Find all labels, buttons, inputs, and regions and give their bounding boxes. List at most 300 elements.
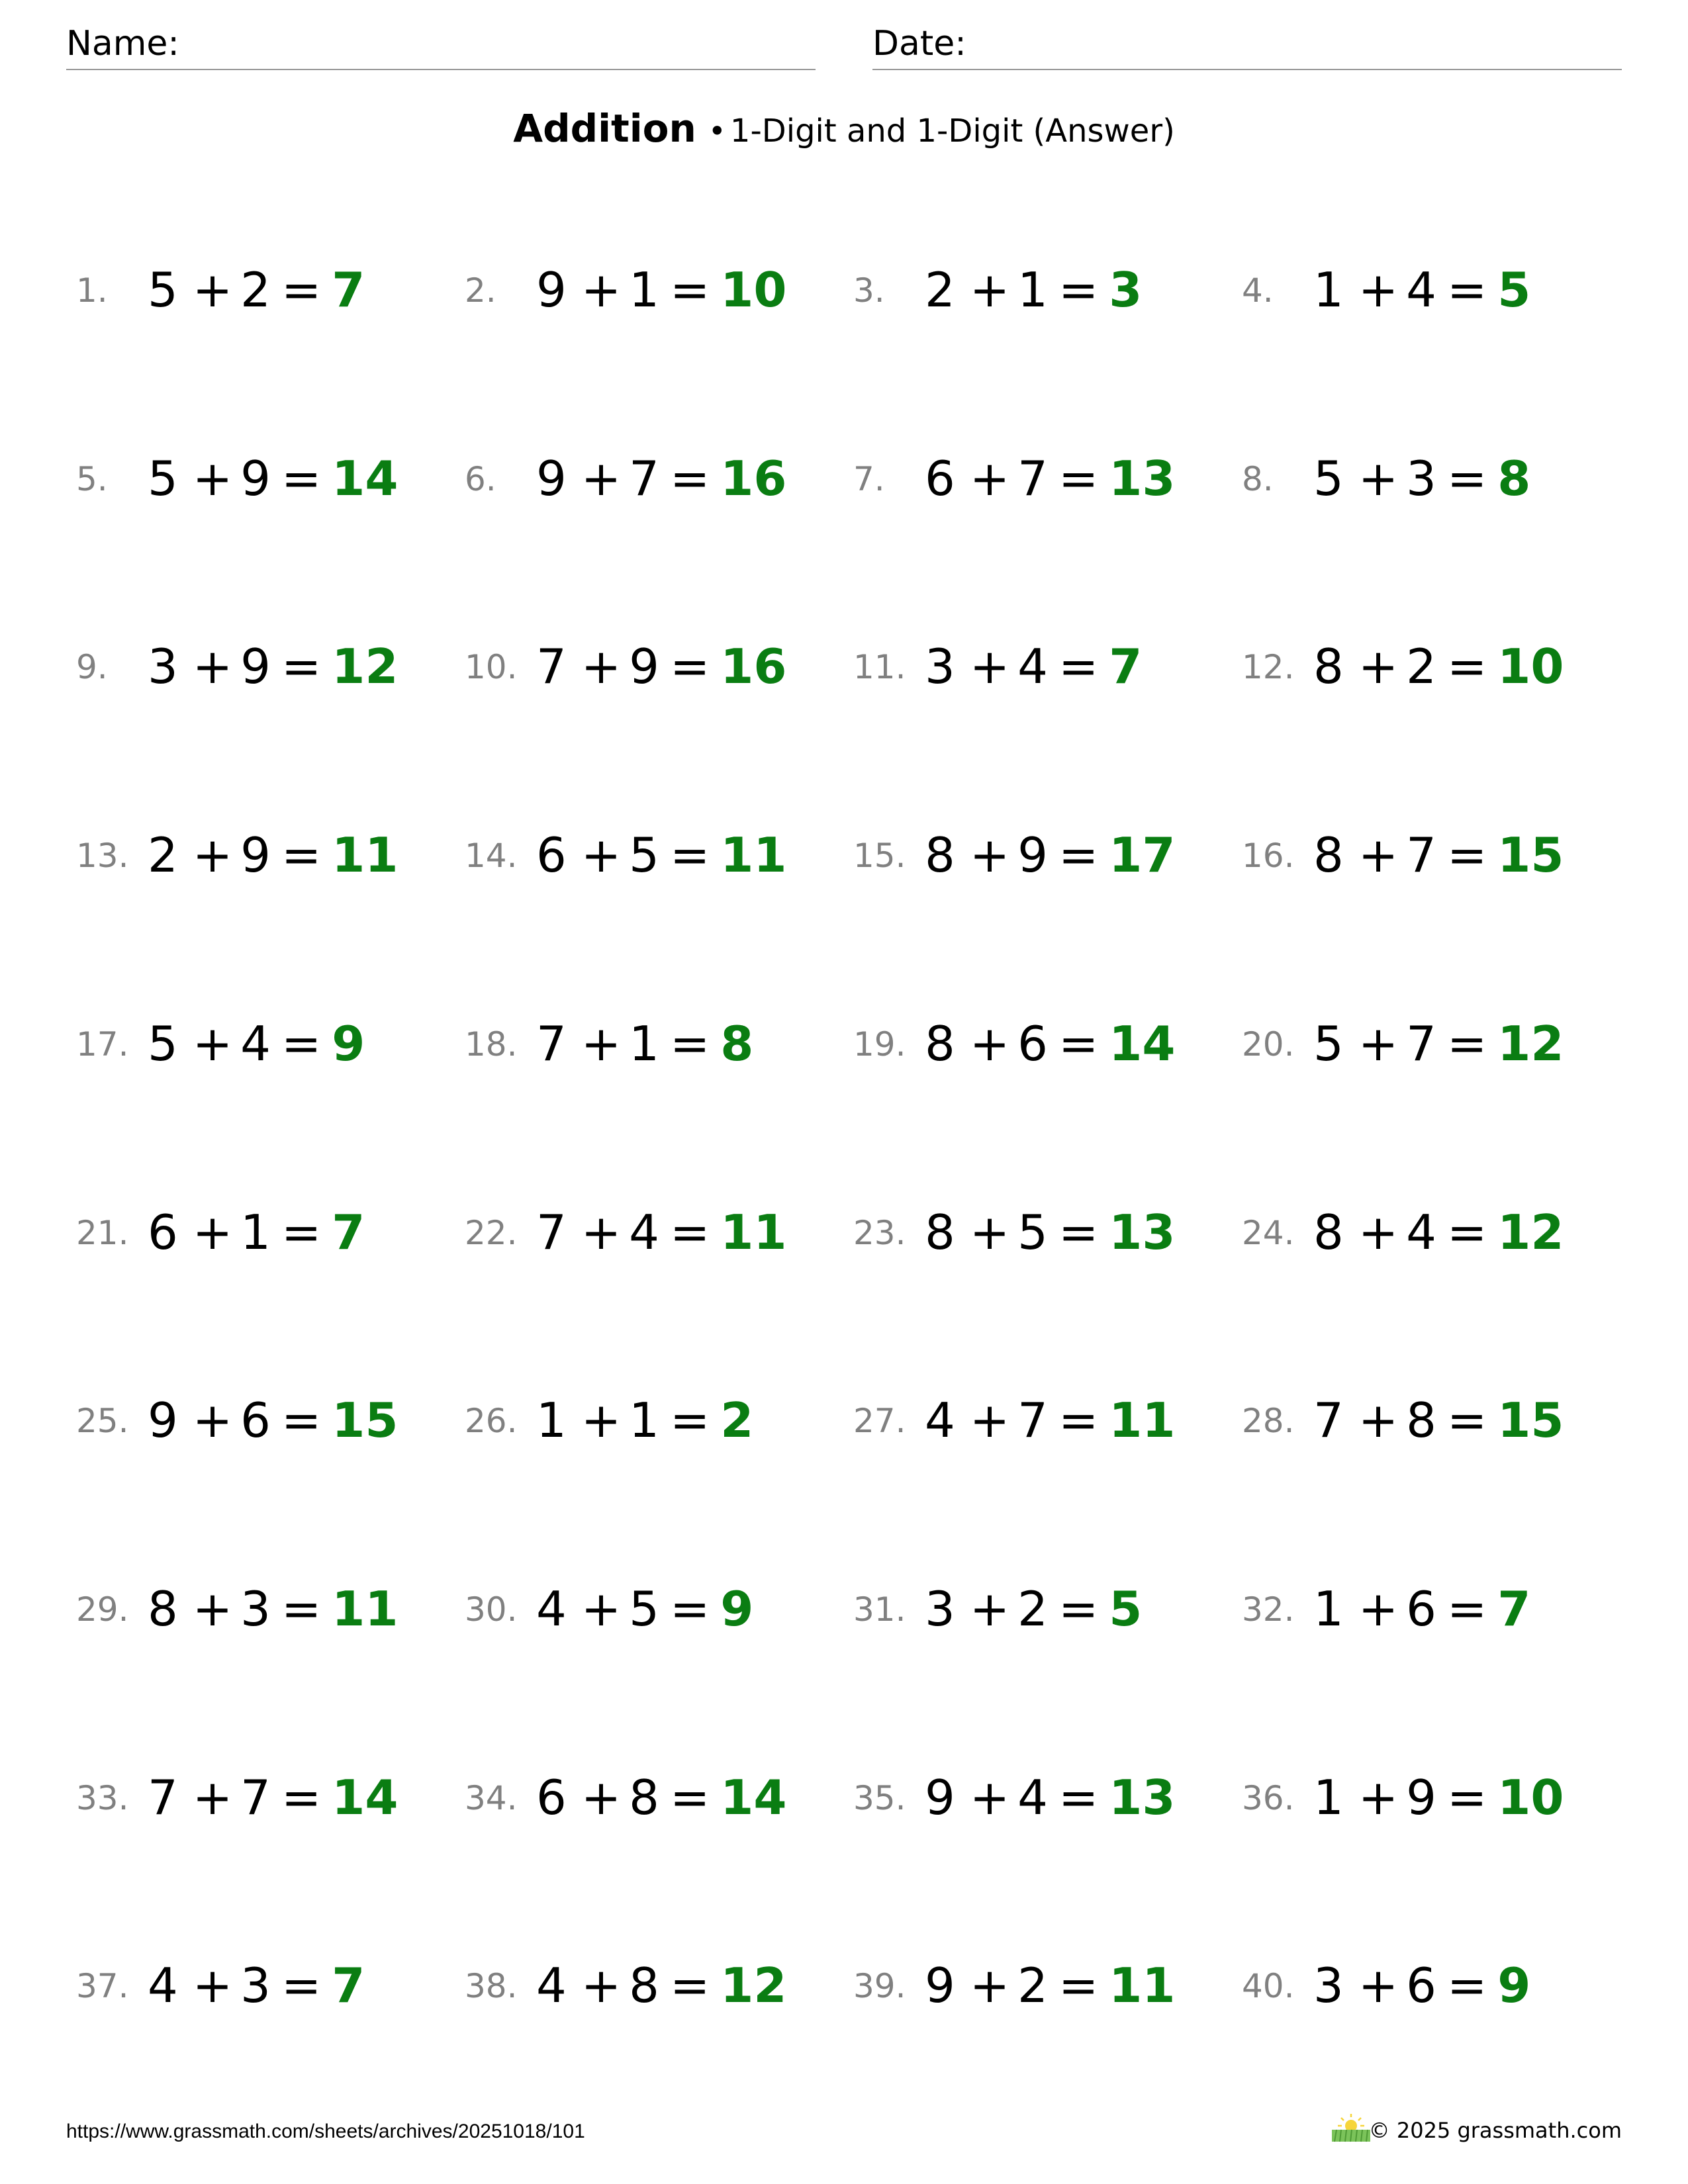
equals-sign: = bbox=[1058, 1580, 1099, 1637]
problem-item bbox=[465, 987, 849, 1086]
problem-equation bbox=[1313, 1581, 1530, 1637]
problem-item bbox=[465, 1363, 849, 1463]
plus-sign: + bbox=[1358, 827, 1399, 884]
equals-sign: = bbox=[1446, 639, 1487, 695]
equals-sign: = bbox=[1058, 1958, 1099, 2014]
addend-a: 4 bbox=[536, 1580, 567, 1637]
addend-a: 1 bbox=[536, 1392, 567, 1449]
problem-item bbox=[465, 1552, 849, 1651]
equals-sign: = bbox=[1058, 827, 1099, 884]
plus-sign: + bbox=[581, 827, 622, 884]
plus-sign: + bbox=[969, 1392, 1010, 1449]
equals-sign: = bbox=[1058, 262, 1099, 318]
plus-sign: + bbox=[1358, 639, 1399, 695]
problem-equation bbox=[536, 1770, 786, 1825]
plus-sign: + bbox=[969, 1204, 1010, 1260]
addend-a: 7 bbox=[1313, 1392, 1344, 1449]
problem-number: 30. bbox=[465, 1590, 518, 1629]
addend-b: 1 bbox=[629, 1392, 659, 1449]
problem-item bbox=[76, 1741, 460, 1840]
answer: 11 bbox=[1109, 1958, 1176, 2014]
equals-sign: = bbox=[1058, 450, 1099, 506]
answer: 16 bbox=[720, 639, 787, 695]
addend-a: 9 bbox=[925, 1769, 955, 1825]
answer: 13 bbox=[1109, 1769, 1176, 1825]
equals-sign: = bbox=[1446, 1015, 1487, 1071]
problem-item bbox=[465, 798, 849, 897]
problem-number: 2. bbox=[465, 271, 496, 310]
addend-b: 9 bbox=[240, 639, 271, 695]
equals-sign: = bbox=[669, 262, 710, 318]
problem-number: 16. bbox=[1242, 837, 1295, 876]
equals-sign: = bbox=[1058, 1015, 1099, 1071]
plus-sign: + bbox=[1358, 1769, 1399, 1825]
problem-item bbox=[76, 987, 460, 1086]
addend-b: 9 bbox=[240, 827, 271, 884]
addend-b: 1 bbox=[629, 1015, 659, 1071]
problem-item bbox=[853, 1929, 1237, 2028]
problem-item bbox=[76, 1552, 460, 1651]
addend-b: 7 bbox=[240, 1769, 271, 1825]
problem-item bbox=[853, 1552, 1237, 1651]
problem-item bbox=[76, 1363, 460, 1463]
problem-equation bbox=[148, 1770, 398, 1825]
addend-a: 1 bbox=[1313, 1769, 1344, 1825]
plus-sign: + bbox=[192, 1392, 233, 1449]
problem-equation bbox=[925, 639, 1142, 694]
problem-number: 36. bbox=[1242, 1778, 1295, 1817]
addend-a: 7 bbox=[536, 1204, 567, 1260]
problem-equation bbox=[148, 451, 398, 506]
addend-a: 8 bbox=[148, 1580, 178, 1637]
answer: 7 bbox=[332, 1958, 365, 2014]
answer: 9 bbox=[720, 1580, 754, 1637]
equals-sign: = bbox=[281, 639, 322, 695]
addend-a: 9 bbox=[148, 1392, 178, 1449]
answer: 12 bbox=[332, 639, 399, 695]
problem-row bbox=[76, 1552, 1612, 1651]
addend-b: 7 bbox=[629, 450, 659, 506]
problem-equation bbox=[1313, 639, 1564, 694]
answer: 10 bbox=[720, 262, 787, 318]
problem-number: 17. bbox=[76, 1024, 129, 1064]
problem-item bbox=[76, 610, 460, 709]
addend-b: 6 bbox=[240, 1392, 271, 1449]
problem-row bbox=[76, 233, 1612, 332]
addend-a: 8 bbox=[1313, 827, 1344, 884]
addend-b: 9 bbox=[629, 639, 659, 695]
addend-b: 4 bbox=[629, 1204, 659, 1260]
addend-b: 4 bbox=[1017, 1769, 1048, 1825]
plus-sign: + bbox=[192, 1769, 233, 1825]
answer: 14 bbox=[720, 1769, 787, 1825]
equals-sign: = bbox=[281, 1958, 322, 2014]
addend-b: 2 bbox=[240, 262, 271, 318]
problem-equation bbox=[536, 1392, 753, 1448]
addend-a: 5 bbox=[148, 262, 178, 318]
problem-equation bbox=[536, 1016, 753, 1071]
plus-sign: + bbox=[1358, 1580, 1399, 1637]
plus-sign: + bbox=[969, 1015, 1010, 1071]
problem-number: 34. bbox=[465, 1778, 518, 1817]
problem-equation bbox=[925, 827, 1175, 883]
addend-a: 4 bbox=[148, 1958, 178, 2014]
addend-b: 2 bbox=[1017, 1958, 1048, 2014]
plus-sign: + bbox=[192, 639, 233, 695]
answer: 8 bbox=[720, 1015, 754, 1071]
equals-sign: = bbox=[281, 1769, 322, 1825]
equals-sign: = bbox=[669, 827, 710, 884]
addend-a: 8 bbox=[1313, 639, 1344, 695]
answer: 2 bbox=[720, 1392, 754, 1449]
problem-item bbox=[1242, 987, 1626, 1086]
problem-equation bbox=[1313, 1016, 1564, 1071]
answer: 11 bbox=[332, 827, 399, 884]
problem-row bbox=[76, 1929, 1612, 2028]
plus-sign: + bbox=[969, 639, 1010, 695]
addend-a: 5 bbox=[1313, 450, 1344, 506]
date-field[interactable] bbox=[872, 20, 1622, 70]
addend-b: 3 bbox=[1406, 450, 1436, 506]
addend-b: 6 bbox=[1017, 1015, 1048, 1071]
answer: 12 bbox=[1497, 1204, 1564, 1260]
equals-sign: = bbox=[1446, 262, 1487, 318]
addend-a: 8 bbox=[925, 827, 955, 884]
answer: 17 bbox=[1109, 827, 1176, 884]
problem-row bbox=[76, 798, 1612, 897]
addend-b: 2 bbox=[1017, 1580, 1048, 1637]
title-subtitle: 1-Digit and 1-Digit (Answer) bbox=[729, 113, 1175, 150]
problem-equation bbox=[536, 451, 786, 506]
addend-a: 6 bbox=[925, 450, 955, 506]
problem-number: 8. bbox=[1242, 459, 1274, 498]
addend-a: 9 bbox=[536, 450, 567, 506]
problem-number: 20. bbox=[1242, 1024, 1295, 1064]
addend-b: 4 bbox=[1017, 639, 1048, 695]
equals-sign: = bbox=[1446, 1769, 1487, 1825]
problem-number: 18. bbox=[465, 1024, 518, 1064]
addend-a: 3 bbox=[925, 639, 955, 695]
plus-sign: + bbox=[192, 1580, 233, 1637]
problem-number: 33. bbox=[76, 1778, 129, 1817]
problem-equation bbox=[148, 639, 398, 694]
addend-b: 1 bbox=[1017, 262, 1048, 318]
answer: 9 bbox=[1497, 1958, 1531, 2014]
problem-equation bbox=[925, 1770, 1175, 1825]
problem-equation bbox=[148, 1392, 398, 1448]
problem-equation bbox=[536, 1581, 753, 1637]
problem-number: 31. bbox=[853, 1590, 906, 1629]
problem-equation bbox=[925, 1581, 1142, 1637]
addend-b: 6 bbox=[1406, 1958, 1436, 2014]
problem-item bbox=[853, 1363, 1237, 1463]
problem-item bbox=[1242, 1741, 1626, 1840]
problem-row bbox=[76, 1363, 1612, 1463]
answer: 13 bbox=[1109, 1204, 1176, 1260]
plus-sign: + bbox=[581, 1769, 622, 1825]
addend-a: 2 bbox=[148, 827, 178, 884]
worksheet-title bbox=[0, 106, 1688, 151]
addend-a: 7 bbox=[148, 1769, 178, 1825]
problem-number: 7. bbox=[853, 459, 885, 498]
equals-sign: = bbox=[669, 1769, 710, 1825]
answer: 7 bbox=[332, 262, 365, 318]
problem-number: 21. bbox=[76, 1213, 129, 1252]
addend-b: 5 bbox=[1017, 1204, 1048, 1260]
answer: 14 bbox=[332, 450, 399, 506]
equals-sign: = bbox=[1058, 1204, 1099, 1260]
addend-a: 6 bbox=[148, 1204, 178, 1260]
plus-sign: + bbox=[969, 1580, 1010, 1637]
problem-row bbox=[76, 987, 1612, 1086]
problem-equation bbox=[925, 1016, 1175, 1071]
problem-item bbox=[465, 1929, 849, 2028]
addend-a: 4 bbox=[925, 1392, 955, 1449]
answer: 11 bbox=[1109, 1392, 1176, 1449]
problem-item bbox=[1242, 798, 1626, 897]
problem-equation bbox=[925, 262, 1142, 318]
plus-sign: + bbox=[581, 450, 622, 506]
addend-b: 7 bbox=[1017, 450, 1048, 506]
addend-b: 3 bbox=[240, 1580, 271, 1637]
problem-number: 19. bbox=[853, 1024, 906, 1064]
addend-a: 6 bbox=[536, 827, 567, 884]
problem-number: 32. bbox=[1242, 1590, 1295, 1629]
equals-sign: = bbox=[281, 1015, 322, 1071]
problem-equation bbox=[148, 262, 365, 318]
addend-a: 8 bbox=[925, 1015, 955, 1071]
addend-b: 8 bbox=[629, 1958, 659, 2014]
problem-number: 6. bbox=[465, 459, 496, 498]
addend-a: 5 bbox=[1313, 1015, 1344, 1071]
date-label: Date: bbox=[872, 24, 966, 64]
problem-item bbox=[465, 233, 849, 332]
addend-b: 8 bbox=[629, 1769, 659, 1825]
addend-b: 3 bbox=[240, 1958, 271, 2014]
problem-item bbox=[465, 422, 849, 521]
equals-sign: = bbox=[1058, 639, 1099, 695]
addend-b: 1 bbox=[629, 262, 659, 318]
addend-a: 7 bbox=[536, 1015, 567, 1071]
problem-item bbox=[76, 1175, 460, 1275]
problem-number: 37. bbox=[76, 1967, 129, 2006]
equals-sign: = bbox=[1446, 1580, 1487, 1637]
answer: 7 bbox=[332, 1204, 365, 1260]
problem-number: 1. bbox=[76, 271, 108, 310]
problem-equation bbox=[536, 1205, 786, 1260]
plus-sign: + bbox=[1358, 1392, 1399, 1449]
problem-item bbox=[853, 798, 1237, 897]
equals-sign: = bbox=[1058, 1769, 1099, 1825]
problem-number: 12. bbox=[1242, 648, 1295, 687]
problem-equation bbox=[1313, 1958, 1530, 2013]
problem-item bbox=[1242, 422, 1626, 521]
problem-equation bbox=[925, 1392, 1175, 1448]
problem-item bbox=[465, 1741, 849, 1840]
problem-row bbox=[76, 1741, 1612, 1840]
plus-sign: + bbox=[969, 450, 1010, 506]
problem-row bbox=[76, 610, 1612, 709]
problem-item bbox=[853, 610, 1237, 709]
answer: 8 bbox=[1497, 450, 1531, 506]
addend-b: 4 bbox=[240, 1015, 271, 1071]
footer-url[interactable]: https://www.grassmath.com/sheets/archives/20251018/101 bbox=[66, 2120, 585, 2142]
problem-item bbox=[853, 233, 1237, 332]
plus-sign: + bbox=[969, 1769, 1010, 1825]
answer: 14 bbox=[1109, 1015, 1176, 1071]
problem-equation bbox=[148, 1205, 365, 1260]
problem-item bbox=[1242, 610, 1626, 709]
problem-item bbox=[465, 1175, 849, 1275]
problem-equation bbox=[1313, 262, 1530, 318]
equals-sign: = bbox=[281, 1204, 322, 1260]
problem-number: 24. bbox=[1242, 1213, 1295, 1252]
plus-sign: + bbox=[969, 1958, 1010, 2014]
problem-number: 26. bbox=[465, 1402, 518, 1441]
addend-a: 1 bbox=[1313, 1580, 1344, 1637]
footer-copyright: © 2025 grassmath.com bbox=[1368, 2118, 1622, 2143]
addend-b: 9 bbox=[1406, 1769, 1436, 1825]
equals-sign: = bbox=[1446, 1204, 1487, 1260]
problem-equation bbox=[925, 451, 1175, 506]
plus-sign: + bbox=[581, 1958, 622, 2014]
addend-b: 7 bbox=[1017, 1392, 1048, 1449]
problem-number: 3. bbox=[853, 271, 885, 310]
answer: 11 bbox=[720, 1204, 787, 1260]
equals-sign: = bbox=[669, 1958, 710, 2014]
problem-number: 38. bbox=[465, 1967, 518, 2006]
problem-row bbox=[76, 422, 1612, 521]
answer: 14 bbox=[332, 1769, 399, 1825]
problem-number: 28. bbox=[1242, 1402, 1295, 1441]
answer: 5 bbox=[1497, 262, 1531, 318]
equals-sign: = bbox=[281, 827, 322, 884]
title-main: Addition bbox=[513, 106, 696, 151]
addend-a: 5 bbox=[148, 450, 178, 506]
answer: 11 bbox=[332, 1580, 399, 1637]
problem-number: 27. bbox=[853, 1402, 906, 1441]
problem-number: 11. bbox=[853, 648, 906, 687]
problem-equation bbox=[1313, 1205, 1564, 1260]
answer: 16 bbox=[720, 450, 787, 506]
plus-sign: + bbox=[581, 1392, 622, 1449]
problem-number: 22. bbox=[465, 1213, 518, 1252]
plus-sign: + bbox=[1358, 1204, 1399, 1260]
addend-a: 3 bbox=[148, 639, 178, 695]
plus-sign: + bbox=[192, 827, 233, 884]
problem-item bbox=[76, 1929, 460, 2028]
answer: 9 bbox=[332, 1015, 365, 1071]
problem-equation bbox=[536, 639, 786, 694]
problem-number: 39. bbox=[853, 1967, 906, 2006]
addend-b: 2 bbox=[1406, 639, 1436, 695]
plus-sign: + bbox=[969, 827, 1010, 884]
equals-sign: = bbox=[281, 1580, 322, 1637]
problem-row bbox=[76, 1175, 1612, 1275]
addend-a: 9 bbox=[536, 262, 567, 318]
addend-a: 1 bbox=[1313, 262, 1344, 318]
answer: 11 bbox=[720, 827, 787, 884]
plus-sign: + bbox=[192, 1204, 233, 1260]
addend-b: 5 bbox=[629, 827, 659, 884]
answer: 7 bbox=[1497, 1580, 1531, 1637]
problem-item bbox=[853, 1175, 1237, 1275]
equals-sign: = bbox=[281, 262, 322, 318]
addend-a: 3 bbox=[925, 1580, 955, 1637]
problem-item bbox=[1242, 1929, 1626, 2028]
addend-a: 6 bbox=[536, 1769, 567, 1825]
problem-equation bbox=[148, 1958, 365, 2013]
plus-sign: + bbox=[969, 262, 1010, 318]
addend-a: 4 bbox=[536, 1958, 567, 2014]
addend-b: 4 bbox=[1406, 262, 1436, 318]
name-label: Name: bbox=[66, 24, 179, 64]
problem-equation bbox=[1313, 827, 1564, 883]
answer: 10 bbox=[1497, 639, 1564, 695]
equals-sign: = bbox=[1446, 1392, 1487, 1449]
problem-item bbox=[76, 422, 460, 521]
problem-number: 13. bbox=[76, 837, 129, 876]
problem-equation bbox=[536, 827, 786, 883]
plus-sign: + bbox=[1358, 1015, 1399, 1071]
addend-a: 8 bbox=[925, 1204, 955, 1260]
problem-item bbox=[465, 610, 849, 709]
answer: 7 bbox=[1109, 639, 1143, 695]
problem-equation bbox=[925, 1958, 1175, 2013]
name-field[interactable] bbox=[66, 20, 816, 70]
equals-sign: = bbox=[669, 1015, 710, 1071]
equals-sign: = bbox=[1446, 1958, 1487, 2014]
plus-sign: + bbox=[581, 1580, 622, 1637]
addend-a: 2 bbox=[925, 262, 955, 318]
addend-a: 3 bbox=[1313, 1958, 1344, 2014]
equals-sign: = bbox=[281, 450, 322, 506]
answer: 3 bbox=[1109, 262, 1143, 318]
addend-b: 7 bbox=[1406, 827, 1436, 884]
plus-sign: + bbox=[581, 1015, 622, 1071]
problem-number: 15. bbox=[853, 837, 906, 876]
addend-b: 8 bbox=[1406, 1392, 1436, 1449]
plus-sign: + bbox=[192, 1958, 233, 2014]
title-separator: • bbox=[708, 113, 726, 149]
addend-a: 9 bbox=[925, 1958, 955, 2014]
problem-number: 29. bbox=[76, 1590, 129, 1629]
problem-number: 4. bbox=[1242, 271, 1274, 310]
problem-number: 5. bbox=[76, 459, 108, 498]
answer: 10 bbox=[1497, 1769, 1564, 1825]
problem-equation bbox=[148, 827, 398, 883]
problem-item bbox=[1242, 233, 1626, 332]
problem-number: 23. bbox=[853, 1213, 906, 1252]
equals-sign: = bbox=[669, 450, 710, 506]
plus-sign: + bbox=[581, 639, 622, 695]
problem-number: 9. bbox=[76, 648, 108, 687]
plus-sign: + bbox=[1358, 262, 1399, 318]
answer: 12 bbox=[720, 1958, 787, 2014]
equals-sign: = bbox=[669, 1204, 710, 1260]
problem-number: 40. bbox=[1242, 1967, 1295, 2006]
addend-b: 5 bbox=[629, 1580, 659, 1637]
problem-number: 35. bbox=[853, 1778, 906, 1817]
plus-sign: + bbox=[1358, 450, 1399, 506]
addend-b: 9 bbox=[1017, 827, 1048, 884]
problem-item bbox=[853, 1741, 1237, 1840]
plus-sign: + bbox=[581, 262, 622, 318]
problem-item bbox=[853, 422, 1237, 521]
addend-a: 8 bbox=[1313, 1204, 1344, 1260]
equals-sign: = bbox=[1446, 450, 1487, 506]
addend-a: 5 bbox=[148, 1015, 178, 1071]
